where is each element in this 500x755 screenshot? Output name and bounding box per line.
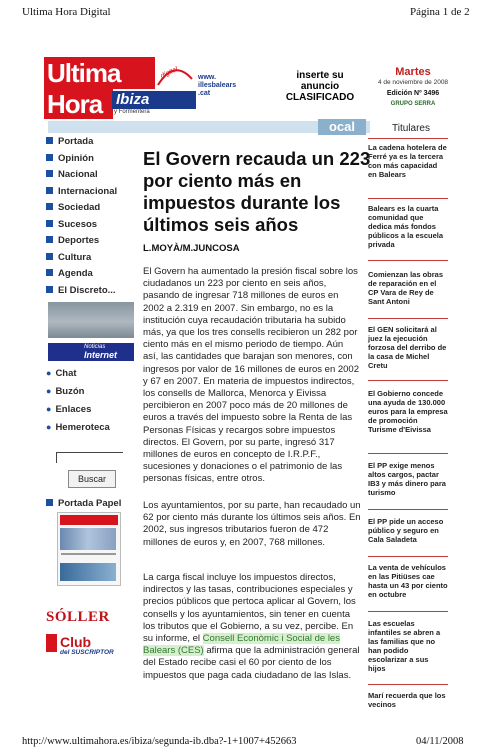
logo-digital: digital bbox=[159, 65, 180, 81]
classified-ad-line: inserte su bbox=[296, 70, 344, 81]
nav-item-agenda[interactable] bbox=[46, 268, 146, 285]
nav-item-portada[interactable] bbox=[46, 136, 146, 153]
nav-label: Sociedad bbox=[58, 202, 101, 213]
headline-link[interactable]: Balears es la cuarta comunidad que dedica más fondos públicos a la escuela privada bbox=[368, 204, 444, 249]
nav-item-deportes[interactable] bbox=[46, 235, 146, 252]
logo-line2: Hora bbox=[44, 89, 113, 119]
soller-logo[interactable]: SÓLLER bbox=[46, 609, 110, 625]
print-header-page: Página 1 de 2 bbox=[410, 6, 470, 18]
bullet-dot-icon: ● bbox=[46, 404, 52, 414]
bullet-square-icon bbox=[46, 187, 53, 194]
headline-link[interactable]: El Gobierno concede una ayuda de 130.000 euros para la empresa de promoción Turisme d'Eivissa bbox=[368, 389, 448, 434]
nav-label: Opinión bbox=[58, 152, 94, 164]
headline-divider bbox=[368, 380, 448, 381]
nav-item-chat[interactable] bbox=[46, 368, 146, 386]
secondary-nav bbox=[46, 368, 146, 440]
headline-divider bbox=[368, 318, 448, 319]
nav-label: Portada bbox=[58, 136, 94, 147]
ces-link[interactable]: Consell Econòmic i Social de les Balears (CES) bbox=[143, 633, 340, 657]
date-full: 4 de noviembre de 2008 bbox=[377, 79, 449, 86]
bullet-square-icon bbox=[46, 154, 53, 161]
paragraph-text: La carga fiscal incluye los impuestos directos, indirectos y las tasas, contribuciones especiales y precios públicos que pertoca aplicar al Govern, los consells y los ayuntamientos, sin tener en cuenta los tributos que el Gobierno, a su vez, percibe. En su informe, el bbox=[143, 572, 356, 645]
bullet-square-icon bbox=[46, 220, 53, 227]
search-button[interactable]: Buscar bbox=[68, 470, 116, 488]
paragraph-text: afirma que la administración general del Estado recibe casi el 60 por ciento de los impuestos que paga cada ciudadano de las Islas. bbox=[143, 645, 360, 681]
bullet-square-icon bbox=[46, 170, 53, 177]
thumb-text-line bbox=[61, 553, 116, 555]
thumb-photo bbox=[60, 528, 116, 550]
nav-item-hemeroteca[interactable] bbox=[46, 422, 146, 440]
banner-small-text: Noticias bbox=[84, 344, 106, 350]
print-header-title: Ultima Hora Digital bbox=[22, 6, 111, 18]
bullet-square-icon bbox=[46, 236, 53, 243]
bullet-square-icon bbox=[46, 269, 53, 276]
ultima-hora-logo[interactable] bbox=[44, 57, 194, 121]
thumb-photo bbox=[60, 563, 116, 581]
nav-item-sociedad[interactable] bbox=[46, 202, 146, 219]
headline-link[interactable]: El GEN solicitará al juez la ejecución forzosa del derribo de la casa de Michel Cretu bbox=[368, 325, 447, 370]
headline-link[interactable]: El PP pide un acceso público y seguro en Cala Saladeta bbox=[368, 517, 444, 544]
footer-url: http://www.ultimahora.es/ibiza/segunda-ib.dba?-1+1007+452663 bbox=[22, 736, 297, 747]
portada-papel-label: Portada Papel bbox=[58, 498, 122, 509]
grupo-serra-logo: GRUPO SERRA bbox=[390, 101, 436, 107]
headline-link[interactable]: El PP exige menos altos cargos, pactar IB3 y más dinero para turismo bbox=[368, 461, 446, 497]
nav-item-nacional[interactable] bbox=[46, 169, 146, 186]
illesbalears-ad[interactable] bbox=[198, 74, 236, 98]
headline-divider bbox=[368, 260, 448, 261]
club-logo-mark bbox=[46, 634, 57, 652]
promo-image[interactable] bbox=[48, 302, 134, 338]
club-title: Club bbox=[60, 634, 92, 650]
headline-divider bbox=[368, 453, 448, 454]
search-input[interactable] bbox=[56, 452, 123, 463]
headline-link[interactable]: Comienzan las obras de reparación en el CP Vara de Rey de Sant Antoni bbox=[368, 270, 444, 306]
bullet-square-icon bbox=[46, 137, 53, 144]
nav-label: Internacional bbox=[58, 185, 118, 197]
edition-number: Edición Nº 3496 bbox=[386, 90, 440, 97]
ib-ad-line: illesbalears bbox=[198, 82, 237, 89]
article-headline: El Govern recauda un 223 por ciento más en impuestos durante los últimos seis años bbox=[143, 148, 371, 235]
main-nav bbox=[46, 136, 146, 301]
nav-label: El Discreto... bbox=[58, 284, 116, 296]
headline-link[interactable]: La venta de vehículos en las Pitiüses cae hasta un 43 por ciento en octubre bbox=[368, 563, 448, 599]
portada-papel-link[interactable] bbox=[46, 498, 121, 509]
headline-divider bbox=[368, 509, 448, 510]
nav-label: Chat bbox=[55, 368, 77, 379]
nav-label: Nacional bbox=[58, 169, 98, 180]
bullet-dot-icon: ● bbox=[46, 368, 52, 378]
bullet-dot-icon: ● bbox=[46, 422, 52, 432]
headline-divider bbox=[368, 556, 448, 557]
classified-ad-line: CLASIFICADO bbox=[285, 92, 355, 103]
banner-big-text: Internet bbox=[84, 350, 118, 360]
headline-link[interactable]: La cadena hotelera de Ferré ya es la tercera con más capacidad en Balears bbox=[368, 143, 447, 179]
nav-label: Agenda bbox=[58, 268, 93, 279]
nav-item-cultura[interactable] bbox=[46, 252, 146, 269]
digital-arc-icon bbox=[154, 61, 194, 87]
nav-item-enlaces[interactable] bbox=[46, 404, 146, 422]
thumb-masthead bbox=[60, 515, 118, 525]
club-suscriptor-logo[interactable] bbox=[46, 634, 132, 656]
headline-link[interactable]: Las escuelas infantiles se abren a las familias que no han podido escolarizar a sus hijos bbox=[368, 619, 441, 673]
nav-item-buzon[interactable] bbox=[46, 386, 146, 404]
nav-label: Cultura bbox=[58, 251, 92, 263]
nav-label: Deportes bbox=[58, 235, 100, 246]
article-paragraph-1: El Govern ha aumentado la presión fiscal sobre los ciudadanos un 223 por ciento en seis años, pasando de ingresar 718 millones de euros en 2002 a 2.319 en 2007. Sin embargo, no es la institución cuya recaudación tributaria ha subido más, ya que los tres consells recibieron un 282 por ciento más en el mismo periodo de tiempo. Aún así, las cantidades que barajan son menores, con ingresos por valor de 16 millones de euros en 2002 y 67 en 2007. En materia de impuestos indirectos, los consells de Mallorca, Menorca y Eivissa percibieron en 2007 poco más de 20 millones de euros a través del impuesto sobre la Renta de las Personas Físicas y recargos sobre impuestos directos. El Govern, por su parte, ingresó 317 millones de euros en concepto de I.R.P.F., sucesiones y donaciones o el patrimonio de las personas físicas, entre otros. bbox=[143, 266, 359, 485]
nav-item-el-discreto[interactable] bbox=[46, 285, 146, 302]
print-edition-thumbnail[interactable] bbox=[57, 512, 121, 586]
headline-divider bbox=[368, 684, 448, 685]
nav-item-internacional[interactable] bbox=[46, 186, 146, 203]
nav-label: Buzón bbox=[55, 386, 85, 397]
section-bar bbox=[48, 121, 370, 133]
ib-ad-line: .cat bbox=[198, 90, 211, 97]
article-byline: L.MOYÀ/M.JUNCOSA bbox=[143, 243, 240, 254]
club-subtitle: del SUSCRIPTOR bbox=[60, 649, 114, 656]
section-tag: ocal bbox=[318, 119, 366, 135]
nav-item-opinion[interactable] bbox=[46, 153, 146, 170]
titulares-heading: Titulares bbox=[392, 123, 430, 134]
headline-link[interactable]: Marí recuerda que los vecinos bbox=[368, 691, 446, 709]
bullet-square-icon bbox=[46, 286, 53, 293]
date-block bbox=[366, 66, 460, 107]
bullet-square-icon bbox=[46, 253, 53, 260]
nav-item-sucesos[interactable] bbox=[46, 219, 146, 236]
nav-label: Enlaces bbox=[55, 404, 92, 415]
nav-label: Hemeroteca bbox=[55, 422, 110, 433]
classified-ad-line: anuncio bbox=[300, 81, 340, 92]
headline-divider bbox=[368, 611, 448, 612]
bullet-square-icon bbox=[46, 499, 53, 506]
logo-edition: Ibiza bbox=[112, 91, 196, 109]
headline-divider bbox=[368, 198, 448, 199]
footer-date: 04/11/2008 bbox=[416, 736, 464, 747]
nav-label: Sucesos bbox=[58, 218, 98, 230]
date-day: Martes bbox=[395, 66, 431, 78]
bullet-square-icon bbox=[46, 203, 53, 210]
titulares-divider bbox=[368, 138, 448, 139]
article-paragraph-2: Los ayuntamientos, por su parte, han recaudado un 62 por ciento más durante los últimos seis años. En 2002, sus ingresos tributarios fueron de 472 millones de euros y, en 2007, 768 millones. bbox=[143, 500, 361, 548]
logo-line1: Ultima bbox=[44, 57, 155, 89]
article-paragraph-3 bbox=[143, 572, 361, 682]
classified-ad[interactable] bbox=[278, 70, 362, 103]
bullet-dot-icon: ● bbox=[46, 386, 52, 396]
logo-sub: y Formentera bbox=[114, 109, 150, 115]
ib-ad-line: www. bbox=[198, 74, 217, 81]
noticias-internet-banner[interactable] bbox=[48, 343, 134, 361]
